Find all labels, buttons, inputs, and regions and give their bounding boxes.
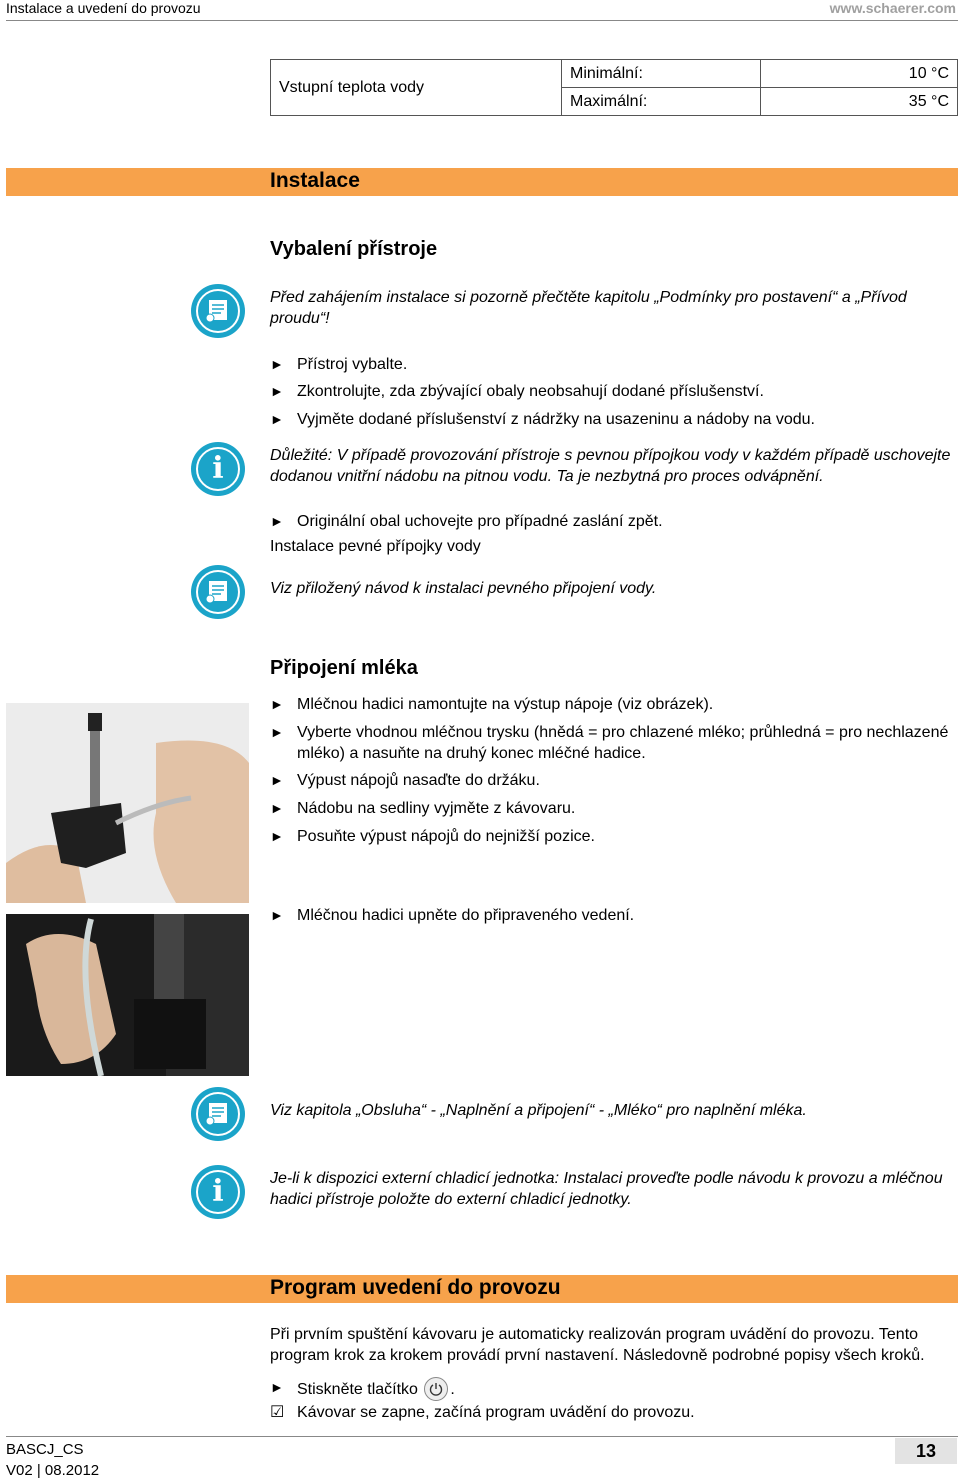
table-cell-name: Maximální:	[562, 88, 761, 116]
list-item: ► Vyjměte dodané příslušenství z nádržky na usazeninu a nádoby na vodu.	[270, 411, 815, 428]
note-read-chapter: Před zahájením instalace si pozorně přečtěte kapitolu „Podmínky pro postavení“ a „Přívod proudu“!	[270, 289, 907, 327]
list-item: ► Zkontrolujte, zda zbývající obaly neobsahují dodané příslušenství.	[270, 383, 764, 400]
info-icon: i	[191, 442, 245, 496]
list-item: ☑ Kávovar se zapne, začíná program uvádění do provozu.	[270, 1404, 695, 1421]
header-website[interactable]: www.schaerer.com	[829, 0, 956, 16]
bullet-icon: ►	[270, 696, 284, 712]
read-manual-icon	[191, 1087, 245, 1141]
program-intro: Při prvním spuštění kávovaru je automaticky realizován program uvádění do provozu. Tento program krok za krokem provádí první nastavení. Následovně podrobné popisy všech kroků.	[270, 1326, 925, 1364]
bullet-icon: ►	[270, 383, 284, 399]
list-item: ► Mléčnou hadici namontujte na výstup nápoje (viz obrázek).	[270, 696, 714, 713]
photo-milk-hose-guide	[6, 914, 249, 1076]
footer-version: V02 | 08.2012	[6, 1462, 100, 1479]
header-divider	[6, 20, 958, 21]
read-manual-icon	[191, 284, 245, 338]
list-item: ► Mléčnou hadici upněte do připraveného vedení.	[270, 907, 635, 924]
list-item: ► Originální obal uchovejte pro případné zaslání zpět.	[270, 513, 663, 530]
section-title-install: Instalace	[270, 169, 360, 192]
list-item: ► Výpust nápojů nasaďte do držáku.	[270, 772, 540, 789]
page-number: 13	[895, 1438, 957, 1464]
table-cell-value: 35 °C	[761, 88, 958, 116]
heading-unpack: Vybalení přístroje	[270, 238, 438, 260]
power-button-icon	[424, 1377, 448, 1401]
info-icon: i	[191, 1165, 245, 1219]
checkbox-check-icon: ☑	[270, 1404, 285, 1421]
bullet-icon: ►	[270, 724, 284, 740]
bullet-icon: ►	[270, 800, 284, 816]
footer-divider	[6, 1436, 958, 1437]
bullet-icon: ►	[270, 356, 284, 372]
list-item: ► Nádobu na sedliny vyjměte z kávovaru.	[270, 800, 576, 817]
read-manual-icon	[191, 565, 245, 619]
section-bar-install	[6, 168, 958, 196]
table-label: Vstupní teplota vody	[271, 60, 562, 116]
water-temperature-table	[270, 59, 958, 116]
list-item: ► Přístroj vybalte.	[270, 356, 408, 373]
bullet-icon: ►	[270, 772, 284, 788]
photo-milk-hose-mount	[6, 703, 249, 903]
table-cell-value: 10 °C	[761, 60, 958, 88]
note-milk-chapter: Viz kapitola „Obsluha“ - „Naplnění a připojení“ - „Mléko“ pro naplnění mléka.	[270, 1102, 807, 1119]
note-important: Důležité: V případě provozování přístroje s pevnou přípojkou vody v každém případě uschovejte dodanou vnitřní nádobu na pitnou vodu. Ta je nezbytná pro proces odvápnění.	[270, 447, 951, 485]
note-fixed-water: Viz přiložený návod k instalaci pevného připojení vody.	[270, 580, 657, 597]
heading-milk: Připojení mléka	[270, 657, 418, 679]
bullet-icon: ►	[270, 1379, 284, 1395]
bullet-icon: ►	[270, 411, 284, 427]
table-cell-name: Minimální:	[562, 60, 761, 88]
section-title-program: Program uvedení do provozu	[270, 1276, 561, 1299]
bullet-icon: ►	[270, 828, 284, 844]
bullet-icon: ►	[270, 513, 284, 529]
list-item: ► Stiskněte tlačítko .	[270, 1377, 958, 1401]
subheading-fixed-water: Instalace pevné přípojky vody	[270, 538, 481, 555]
list-item: ► Posuňte výpust nápojů do nejnižší pozice.	[270, 828, 595, 845]
bullet-icon: ►	[270, 907, 284, 923]
footer-doc-code: BASCJ_CS	[6, 1441, 84, 1458]
list-item: ► Vyberte vhodnou mléčnou trysku (hnědá = pro chlazené mléko; průhledná = pro nechlazené mléko) a nasuňte na druhý konec mléčné hadice.	[270, 724, 949, 762]
table-row	[271, 60, 958, 88]
note-external-cooler: Je-li k dispozici externí chladicí jednotka: Instalaci proveďte podle návodu k provozu a mléčnou hadici přístroje položte do externí chladicí jednotky.	[270, 1170, 943, 1208]
header-title: Instalace a uvedení do provozu	[6, 0, 201, 16]
